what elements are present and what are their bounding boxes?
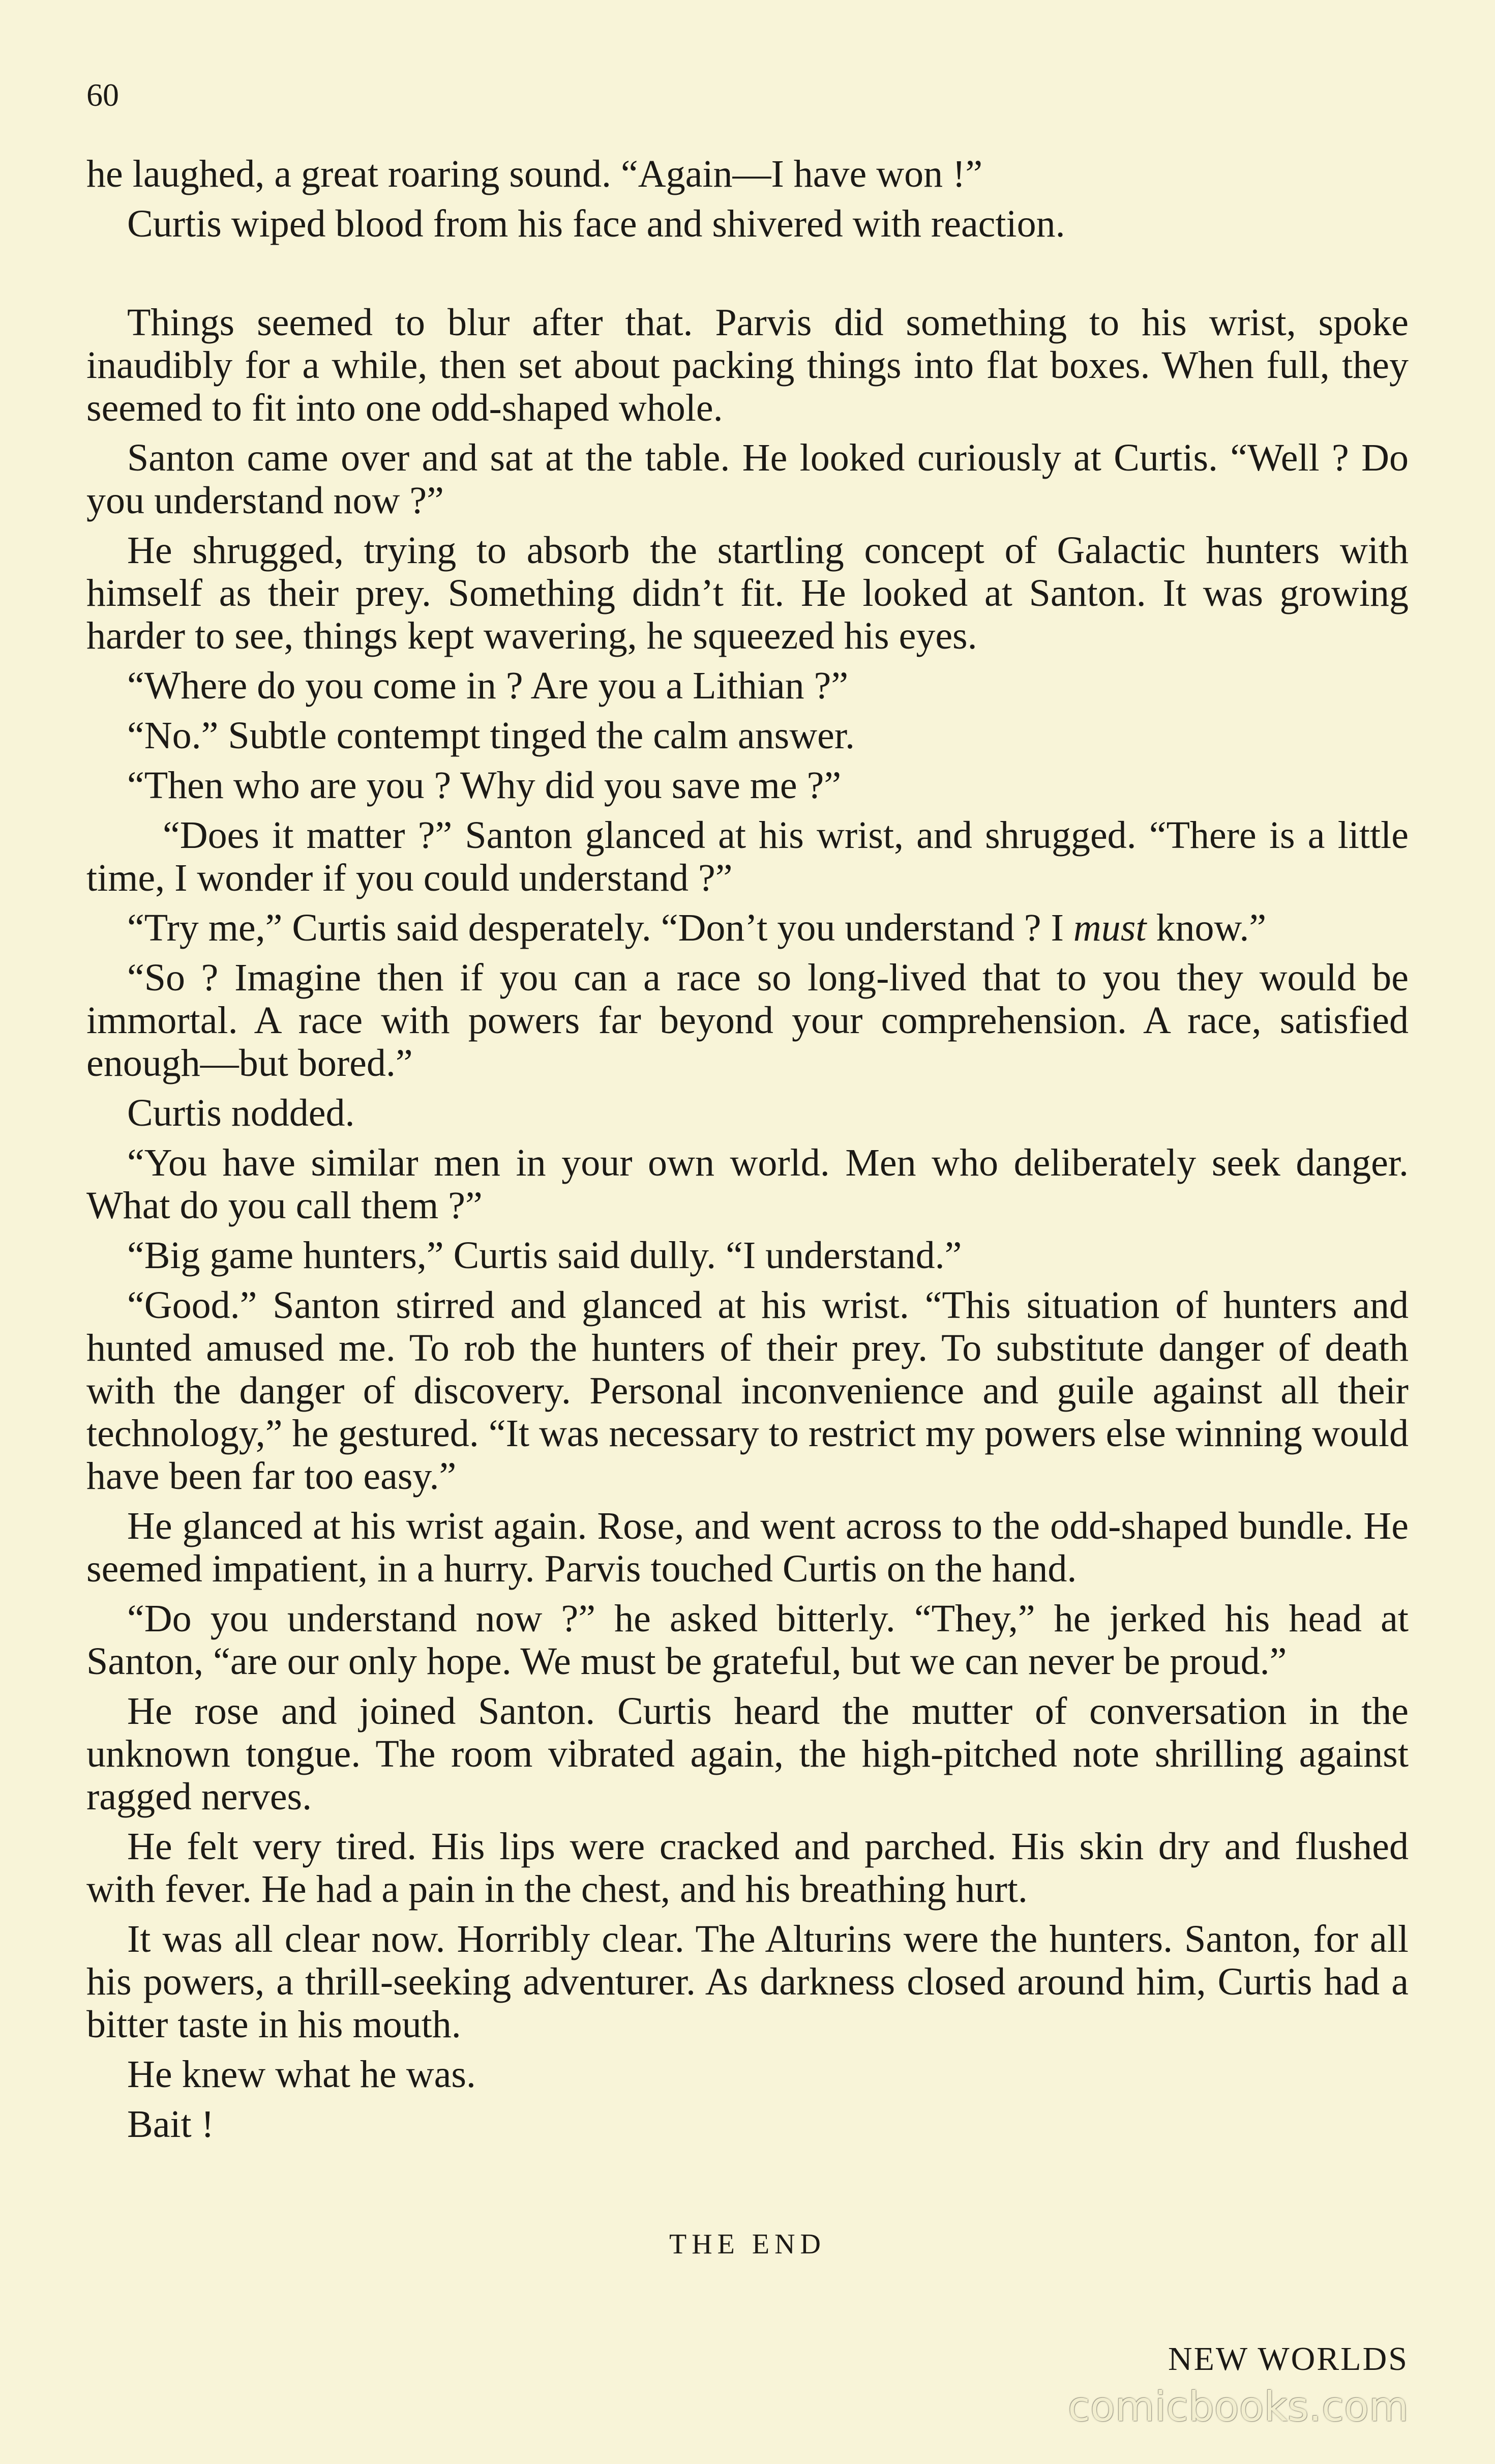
paragraph: he laughed, a great roaring sound. “Again—I have won !” <box>86 153 983 195</box>
emphasis: must <box>1073 906 1147 949</box>
paragraph: He knew what he was. <box>127 2053 476 2096</box>
paragraph-text: know.” <box>1146 906 1267 949</box>
paragraph: “Big game hunters,” Curtis said dully. “I understand.” <box>127 1234 962 1277</box>
paragraph: Santon came over and sat at the table. He looked curiously at Curtis. “Well ? Do you understand now ?” <box>86 436 1409 522</box>
magazine-title: NEW WORLDS <box>1168 2340 1409 2378</box>
watermark: comicbooks.com <box>1067 2383 1409 2430</box>
paragraph: “So ? Imagine then if you can a race so long-lived that to you they would be immortal. A race with powers far beyond your comprehension. A race, satisfied enough—but bored.” <box>86 956 1409 1084</box>
paragraph: Things seemed to blur after that. Parvis did something to his wrist, spoke inaudibly for a while, then set about packing things into flat boxes. When full, they seemed to fit into one odd-shaped whole. <box>86 301 1409 429</box>
paragraph: He shrugged, trying to absorb the startling concept of Galactic hunters with himself as their prey. Something didn’t fit. He looked at Santon. It was growing harder to see, things kept wavering, he squeezed his eyes. <box>86 529 1409 657</box>
paragraph <box>86 906 1409 949</box>
paragraph: Bait ! <box>127 2103 214 2146</box>
paragraph: He felt very tired. His lips were cracked and parched. His skin dry and flushed with fever. He had a pain in the chest, and his breathing hurt. <box>86 1825 1409 1911</box>
paragraph: It was all clear now. Horribly clear. The Alturins were the hunters. Santon, for all his powers, a thrill-seeking adventurer. As darkness closed around him, Curtis had a bitter taste in his mouth. <box>86 1918 1409 2046</box>
paragraph: Curtis wiped blood from his face and shivered with reaction. <box>127 202 1065 245</box>
page-number: 60 <box>86 77 119 113</box>
paragraph: “Good.” Santon stirred and glanced at his wrist. “This situation of hunters and hunted amused me. To rob the hunters of their prey. To substitute danger of death with the danger of discovery. Personal inconvenience and guile against all their technology,” he gestured. “It was necessary to restrict my powers else winning would have been far too easy.” <box>86 1284 1409 1498</box>
paragraph: He rose and joined Santon. Curtis heard the mutter of conversation in the unknown tongue. The room vibrated again, the high-pitched note shrilling against ragged nerves. <box>86 1690 1409 1818</box>
paragraph: “Does it matter ?” Santon glanced at his wrist, and shrugged. “There is a little time, I wonder if you could understand ?” <box>86 814 1409 899</box>
book-page <box>86 0 1409 2464</box>
paragraph: He glanced at his wrist again. Rose, and went across to the odd-shaped bundle. He seemed impatient, in a hurry. Parvis touched Curtis on the hand. <box>86 1505 1409 1590</box>
paragraph: “Do you understand now ?” he asked bitterly. “They,” he jerked his head at Santon, “are our only hope. We must be grateful, but we can never be proud.” <box>86 1597 1409 1683</box>
paragraph-text: “Try me,” Curtis said desperately. “Don’t you understand ? I <box>127 906 1073 949</box>
the-end: THE END <box>669 2228 826 2260</box>
paragraph: “Then who are you ? Why did you save me ?” <box>127 764 842 807</box>
paragraph: “You have similar men in your own world. Men who deliberately seek danger. What do you call them ?” <box>86 1141 1409 1227</box>
paragraph: “No.” Subtle contempt tinged the calm answer. <box>127 714 855 757</box>
paragraph: “Where do you come in ? Are you a Lithian ?” <box>127 664 849 707</box>
paragraph: Curtis nodded. <box>127 1092 355 1134</box>
story-text <box>86 153 1409 2153</box>
